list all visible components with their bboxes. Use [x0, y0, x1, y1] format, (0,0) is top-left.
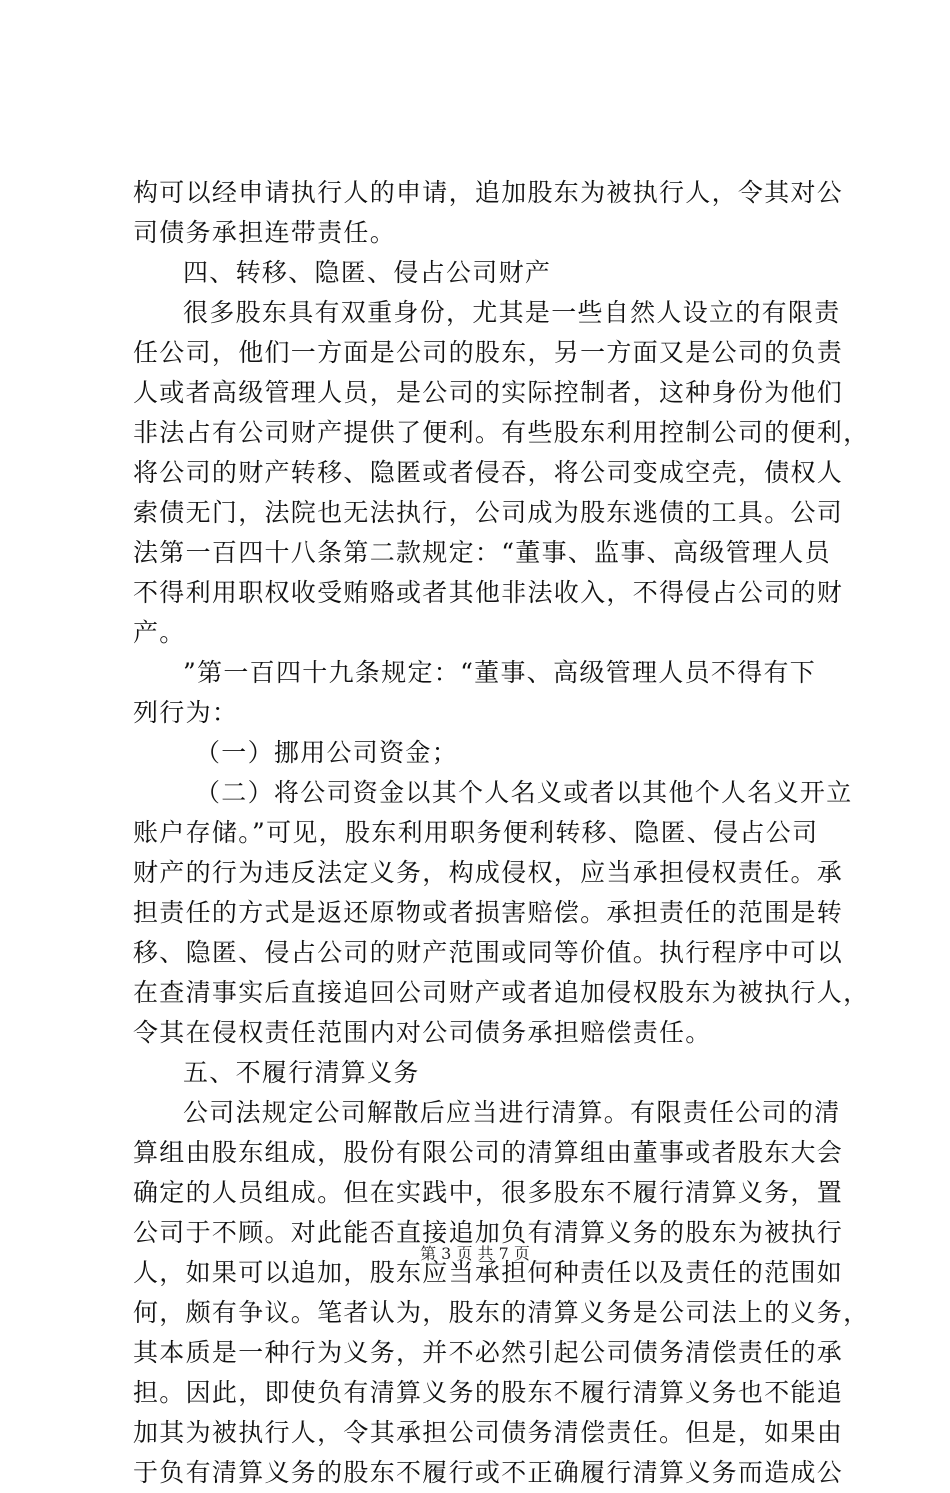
- text-line: 在查清事实后直接追回公司财产或者追加侵权股东为被执行人，: [133, 978, 870, 1007]
- text-line: 产。: [133, 618, 186, 647]
- text-line: 公司于不顾。对此能否直接追加负有清算义务的股东为被执行: [133, 1218, 844, 1247]
- text-line: 将公司的财产转移、隐匿或者侵吞，将公司变成空壳，债权人: [133, 458, 844, 487]
- text-line: 很多股东具有双重身份，尤其是一些自然人设立的有限责: [183, 298, 841, 327]
- text-line: 移、隐匿、侵占公司的财产范围或同等价值。执行程序中可以: [133, 938, 844, 967]
- section-heading: 四、转移、隐匿、侵占公司财产: [183, 258, 552, 287]
- text-line: 索债无门，法院也无法执行，公司成为股东逃债的工具。公司: [133, 498, 844, 527]
- text-line: 列行为：: [133, 698, 239, 727]
- text-line: 人，如果可以追加，股东应当承担何种责任以及责任的范围如: [133, 1258, 844, 1287]
- text-line: 人或者高级管理人员，是公司的实际控制者，这种身份为他们: [133, 378, 844, 407]
- text-line: 担。因此，即使负有清算义务的股东不履行清算义务也不能追: [133, 1378, 844, 1407]
- text-line: 确定的人员组成。但在实践中，很多股东不履行清算义务，置: [133, 1178, 844, 1207]
- text-line: 财产的行为违反法定义务，构成侵权，应当承担侵权责任。承: [133, 858, 844, 887]
- text-line: 构可以经申请执行人的申请，追加股东为被执行人，令其对公: [133, 178, 844, 207]
- text-line: 担责任的方式是返还原物或者损害赔偿。承担责任的范围是转: [133, 898, 844, 927]
- section-heading: 五、不履行清算义务: [183, 1058, 420, 1087]
- document-body: [133, 173, 870, 1493]
- text-line: 算组由股东组成，股份有限公司的清算组由董事或者股东大会: [133, 1138, 844, 1167]
- text-line: 司债务承担连带责任。: [133, 218, 397, 247]
- text-line: 非法占有公司财产提供了便利。有些股东利用控制公司的便利，: [133, 418, 870, 447]
- text-line: 任公司，他们一方面是公司的股东，另一方面又是公司的负责: [133, 338, 844, 367]
- text-line: 账户存储。”可见，股东利用职务便利转移、隐匿、侵占公司: [133, 818, 819, 847]
- text-line: 法第一百四十八条第二款规定：“董事、监事、高级管理人员: [133, 538, 831, 567]
- text-line: 令其在侵权责任范围内对公司债务承担赔偿责任。: [133, 1018, 712, 1047]
- text-line: 不得利用职权收受贿赂或者其他非法收入，不得侵占公司的财: [133, 578, 844, 607]
- text-line: 加其为被执行人，令其承担公司债务清偿责任。但是，如果由: [133, 1418, 844, 1447]
- text-line: 公司法规定公司解散后应当进行清算。有限责任公司的清: [183, 1098, 841, 1127]
- page-number-footer: 第 3 页 共 7 页: [420, 1244, 530, 1263]
- text-line: ”第一百四十九条规定：“董事、高级管理人员不得有下: [183, 658, 817, 687]
- list-item: （二）将公司资金以其个人名义或者以其他个人名义开立: [195, 778, 853, 807]
- text-line: 于负有清算义务的股东不履行或不正确履行清算义务而造成公: [133, 1458, 844, 1487]
- text-line: 何，颇有争议。笔者认为，股东的清算义务是公司法上的义务，: [133, 1298, 870, 1327]
- text-line: 其本质是一种行为义务，并不必然引起公司债务清偿责任的承: [133, 1338, 844, 1367]
- list-item: （一）挪用公司资金；: [195, 738, 459, 767]
